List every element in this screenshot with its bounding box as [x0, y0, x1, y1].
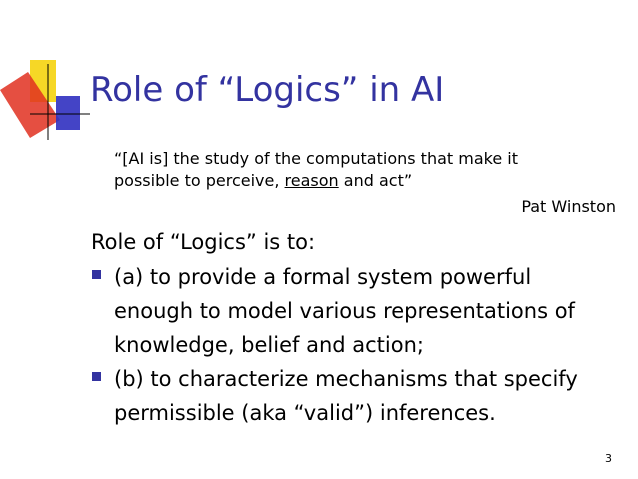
bullet-text-b — [114, 362, 578, 430]
slide-title: Role of “Logics” in AI — [90, 70, 445, 110]
quote-underlined-word: reason — [284, 171, 339, 190]
quote-block — [114, 148, 614, 192]
quote-attribution: Pat Winston — [521, 197, 616, 216]
bullet-square-icon — [92, 372, 101, 381]
bullet-a-line-3: knowledge, belief and action; — [114, 333, 424, 357]
quote-line-2-end: and act” — [338, 171, 413, 190]
quote-line-2-start: possible to perceive, — [114, 171, 285, 190]
title-decoration-graphic — [0, 60, 90, 140]
page-number: 3 — [605, 452, 612, 465]
bullet-square-icon — [92, 270, 101, 279]
bullet-text-a — [114, 260, 575, 362]
intro-text: Role of “Logics” is to: — [91, 230, 316, 254]
bullet-b-line-1: (b) to characterize mechanisms that specify — [114, 367, 578, 391]
bullet-b-line-2: permissible (aka “valid”) inferences. — [114, 401, 496, 425]
bullet-a-line-2: enough to model various representations of — [114, 299, 575, 323]
quote-line-1: “[AI is] the study of the computations that make it — [114, 149, 518, 168]
bullet-a-line-1: (a) to provide a formal system powerful — [114, 265, 532, 289]
quote-line-2 — [114, 170, 614, 192]
